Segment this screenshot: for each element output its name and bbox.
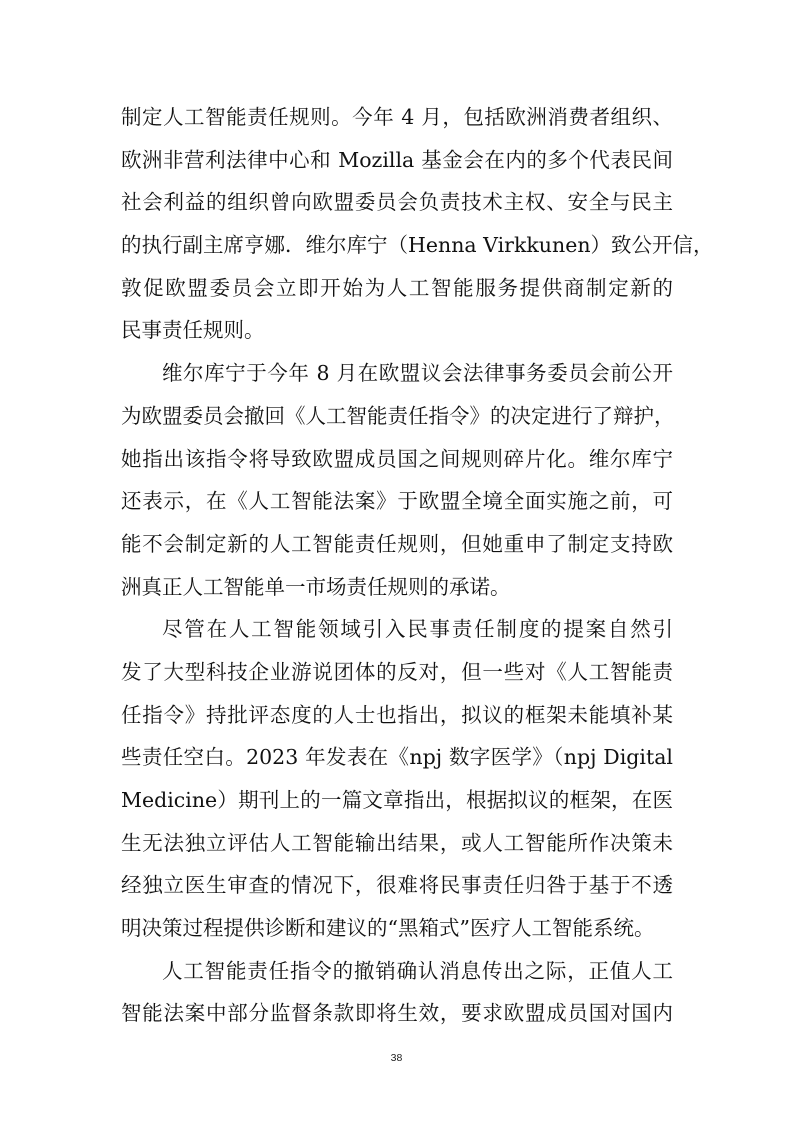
paragraph (121, 352, 673, 608)
text-line: 尽管在人工智能领域引入民事责任制度的提案自然引 (162, 617, 673, 642)
text-line: 欧洲非营利法律中心和 Mozilla 基金会在内的多个代表民间 (121, 147, 673, 172)
text-line: 还表示，在《人工智能法案》于欧盟全境全面实施之前，可 (121, 489, 673, 514)
text-line: 维尔库宁于今年 8 月在欧盟议会法律事务委员会前公开 (162, 361, 673, 386)
text-line: 人工智能责任指令的撤销确认消息传出之际，正值人工 (162, 958, 673, 983)
text-line: 生无法独立评估人工智能输出结果，或人工智能所作决策未 (121, 830, 673, 855)
text-line: 智能法案中部分监督条款即将生效，要求欧盟成员国对国内 (121, 1001, 673, 1026)
text-line: 敦促欧盟委员会立即开始为人工智能服务提供商制定新的 (121, 275, 673, 300)
text-line: 些责任空白。2023 年发表在《npj 数字医学》（npj Digital (121, 745, 673, 770)
paragraph (121, 950, 673, 1035)
text-line: 社会利益的组织曾向欧盟委员会负责技术主权、安全与民主 (121, 190, 673, 215)
text-line: 为欧盟委员会撤回《人工智能责任指令》的决定进行了辩护， (121, 403, 675, 428)
text-line: 经独立医生审查的情况下，很难将民事责任归咎于基于不透 (121, 873, 673, 898)
text-line: 任指令》持批评态度的人士也指出，拟议的框架未能填补某 (121, 702, 673, 727)
paragraph (121, 608, 673, 950)
body-text (121, 96, 714, 1035)
text-line: 洲真正人工智能单一市场责任规则的承诺。 (121, 574, 511, 599)
text-line: 的执行副主席亨娜．维尔库宁（Henna Virkkunen）致公开信， (121, 233, 714, 258)
text-line: 她指出该指令将导致欧盟成员国之间规则碎片化。维尔库宁 (121, 446, 673, 471)
text-line: 能不会制定新的人工智能责任规则，但她重申了制定支持欧 (121, 531, 673, 556)
paragraph (121, 96, 714, 352)
page-number: 38 (390, 1052, 403, 1064)
text-line: 民事责任规则。 (121, 318, 265, 343)
text-line: 明决策过程提供诊断和建议的“黑箱式”医疗人工智能系统。 (121, 916, 655, 941)
text-line: 制定人工智能责任规则。今年 4 月，包括欧洲消费者组织、 (121, 105, 673, 129)
text-line: 发了大型科技企业游说团体的反对，但一些对《人工智能责 (121, 659, 673, 684)
text-line: Medicine）期刊上的一篇文章指出，根据拟议的框架，在医 (121, 788, 673, 812)
